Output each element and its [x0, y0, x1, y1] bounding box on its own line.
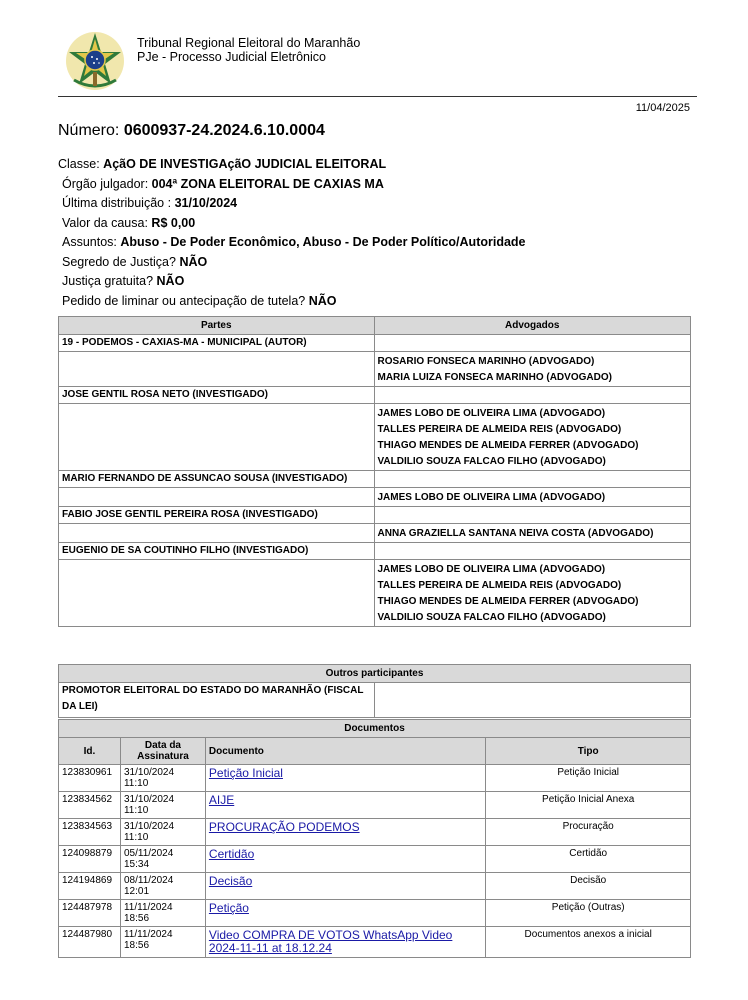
doc-time: 11:10 [123, 778, 149, 789]
outros-header: Outros participantes [59, 665, 691, 683]
parte-cell: FABIO JOSE GENTIL PEREIRA ROSA (INVESTIGADO) [59, 507, 375, 524]
doc-date: 08/11/2024 [123, 875, 174, 886]
document-link[interactable]: PROCURAÇÃO PODEMOS [208, 820, 360, 834]
segredo-row [58, 253, 526, 273]
doc-id: 124487980 [59, 927, 121, 958]
table-row [59, 819, 691, 846]
table-row [59, 683, 691, 718]
assuntos-value: Abuso - De Poder Econômico, Abuso - De Poder Político/Autoridade [120, 235, 526, 249]
parte-cell: MARIO FERNANDO DE ASSUNCAO SOUSA (INVESTIGADO) [59, 471, 375, 488]
gratuita-label: Justiça gratuita? [62, 274, 154, 288]
advogados-cell [374, 507, 691, 524]
advogados-cell [374, 488, 691, 507]
distribuicao-row [58, 194, 526, 214]
segredo-label: Segredo de Justiça? [62, 254, 176, 269]
document-link[interactable]: AIJE [208, 793, 235, 807]
doc-cell [205, 792, 485, 819]
doc-tipo: Petição (Outras) [486, 900, 691, 927]
parte-cell [59, 352, 375, 387]
gratuita-row [58, 272, 526, 292]
table-row [59, 488, 691, 507]
col-data: Data da Assinatura [120, 738, 205, 765]
document-link[interactable]: Petição Inicial [208, 766, 283, 780]
doc-tipo: Petição Inicial Anexa [486, 792, 691, 819]
col-documento: Documento [205, 738, 485, 765]
doc-cell [205, 900, 485, 927]
doc-date: 05/11/2024 [123, 848, 174, 859]
outros-advogado [374, 683, 690, 718]
doc-id: 124194869 [59, 873, 121, 900]
parte-cell [59, 560, 375, 627]
advogados-cell [374, 471, 691, 488]
partes-header: Partes [59, 317, 375, 335]
header-text [137, 36, 360, 64]
print-date: 11/04/2025 [635, 102, 690, 114]
classe-row [58, 155, 526, 175]
documentos-header: Documentos [59, 720, 691, 738]
table-row [59, 404, 691, 471]
assuntos-label: Assuntos: [62, 235, 117, 249]
doc-time: 12:01 [123, 886, 150, 897]
distribuicao-value: 31/10/2024 [174, 196, 238, 210]
outros-table [58, 664, 691, 718]
valor-value: R$ 0,00 [151, 215, 196, 230]
advogado-name: JAMES LOBO DE OLIVEIRA LIMA (ADVOGADO) [377, 564, 606, 575]
doc-tipo: Procuração [486, 819, 691, 846]
table-row [59, 471, 691, 488]
table-row [59, 352, 691, 387]
doc-date-cell [120, 927, 205, 958]
distribuicao-label: Última distribuição : [62, 196, 172, 210]
doc-tipo: Certidão [486, 846, 691, 873]
table-row [59, 560, 691, 627]
partes-body [59, 335, 691, 627]
advogado-name: VALDILIO SOUZA FALCAO FILHO (ADVOGADO) [377, 612, 606, 623]
advogado-name: THIAGO MENDES DE ALMEIDA FERRER (ADVOGADO) [377, 440, 639, 451]
document-link[interactable]: Video COMPRA DE VOTOS WhatsApp Video 2024-11-11 at 18.12.24 [208, 928, 453, 955]
doc-date: 31/10/2024 [123, 821, 175, 832]
segredo-value: NÃO [179, 254, 208, 269]
advogado-name: THIAGO MENDES DE ALMEIDA FERRER (ADVOGADO) [377, 596, 639, 607]
document-link[interactable]: Certidão [208, 847, 255, 861]
table-row [59, 927, 691, 958]
documentos-table [58, 719, 691, 958]
table-row [59, 387, 691, 404]
valor-label: Valor da causa: [62, 215, 148, 230]
col-tipo: Tipo [486, 738, 691, 765]
table-row [59, 846, 691, 873]
advogado-name: JAMES LOBO DE OLIVEIRA LIMA (ADVOGADO) [377, 492, 606, 503]
doc-id: 124487978 [59, 900, 121, 927]
outros-parte: PROMOTOR ELEITORAL DO ESTADO DO MARANHÃO (FISCAL DA LEI) [59, 683, 375, 718]
parte-cell [59, 524, 375, 543]
doc-date: 31/10/2024 [123, 794, 175, 805]
doc-time: 18:56 [123, 913, 150, 924]
doc-id: 123830961 [59, 765, 121, 792]
brazil-coat-of-arms-icon [64, 30, 126, 92]
process-number [58, 122, 325, 140]
doc-cell [205, 765, 485, 792]
table-row [59, 792, 691, 819]
doc-date-cell [120, 873, 205, 900]
doc-tipo: Documentos anexos a inicial [486, 927, 691, 958]
doc-date: 11/11/2024 [123, 929, 173, 940]
assuntos-row [58, 233, 526, 253]
advogados-header: Advogados [374, 317, 691, 335]
parte-cell [59, 404, 375, 471]
advogado-name: ROSARIO FONSECA MARINHO (ADVOGADO) [377, 356, 595, 367]
table-row [59, 507, 691, 524]
documentos-body [59, 765, 691, 958]
col-id: Id. [59, 738, 121, 765]
doc-cell [205, 927, 485, 958]
advogados-cell [374, 352, 691, 387]
doc-date-cell [120, 900, 205, 927]
orgao-label: Órgão julgador: [62, 176, 149, 191]
doc-id: 123834562 [59, 792, 121, 819]
doc-time: 15:34 [123, 859, 150, 870]
doc-tipo: Decisão [486, 873, 691, 900]
doc-cell [205, 873, 485, 900]
doc-date-cell [120, 819, 205, 846]
classe-label: Classe: [58, 157, 100, 171]
table-row [59, 524, 691, 543]
orgao-value: 004ª ZONA ELEITORAL DE CAXIAS MA [151, 176, 384, 191]
table-row [59, 335, 691, 352]
doc-tipo: Petição Inicial [486, 765, 691, 792]
doc-date-cell [120, 846, 205, 873]
doc-cell [205, 819, 485, 846]
orgao-row [58, 175, 526, 195]
advogado-name: ANNA GRAZIELLA SANTANA NEIVA COSTA (ADVOGADO) [377, 528, 654, 539]
gratuita-value: NÃO [156, 274, 185, 288]
process-metadata [58, 155, 526, 311]
doc-time: 18:56 [123, 940, 150, 951]
court-name: Tribunal Regional Eleitoral do Maranhão [137, 36, 361, 50]
advogados-cell [374, 560, 691, 627]
table-row [59, 873, 691, 900]
advogado-name: JAMES LOBO DE OLIVEIRA LIMA (ADVOGADO) [377, 408, 606, 419]
advogados-cell [374, 543, 691, 560]
advogado-name: VALDILIO SOUZA FALCAO FILHO (ADVOGADO) [377, 456, 606, 467]
liminar-label: Pedido de liminar ou antecipação de tutela? [62, 293, 306, 308]
doc-date: 31/10/2024 [123, 767, 175, 778]
partes-table [58, 316, 691, 627]
classe-value: AçãO DE INVESTIGAçãO JUDICIAL ELEITORAL [103, 157, 387, 171]
doc-date-cell [120, 792, 205, 819]
advogados-cell [374, 387, 691, 404]
advogados-cell [374, 524, 691, 543]
table-row [59, 765, 691, 792]
advogado-name: TALLES PEREIRA DE ALMEIDA REIS (ADVOGADO) [377, 580, 622, 591]
advogados-cell [374, 404, 691, 471]
doc-date-cell [120, 765, 205, 792]
header-divider [58, 96, 697, 97]
doc-cell [205, 846, 485, 873]
liminar-row [58, 292, 526, 312]
process-number-label: Número: [58, 122, 120, 139]
doc-id: 124098879 [59, 846, 121, 873]
doc-date: 11/11/2024 [123, 902, 173, 913]
doc-time: 11:10 [123, 832, 149, 843]
parte-cell: JOSE GENTIL ROSA NETO (INVESTIGADO) [59, 387, 375, 404]
valor-row [58, 214, 526, 234]
document-link[interactable]: Decisão [208, 874, 253, 888]
advogado-name: TALLES PEREIRA DE ALMEIDA REIS (ADVOGADO) [377, 424, 622, 435]
table-row [59, 543, 691, 560]
document-link[interactable]: Petição [208, 901, 249, 915]
parte-cell: EUGENIO DE SA COUTINHO FILHO (INVESTIGADO) [59, 543, 375, 560]
parte-cell: 19 - PODEMOS - CAXIAS-MA - MUNICIPAL (AUTOR) [59, 335, 375, 352]
liminar-value: NÃO [308, 293, 337, 308]
doc-time: 11:10 [123, 805, 149, 816]
table-row [59, 900, 691, 927]
process-number-value: 0600937-24.2024.6.10.0004 [123, 122, 325, 139]
system-name: PJe - Processo Judicial Eletrônico [137, 50, 326, 64]
doc-id: 123834563 [59, 819, 121, 846]
advogado-name: MARIA LUIZA FONSECA MARINHO (ADVOGADO) [377, 372, 612, 383]
parte-cell [59, 488, 375, 507]
advogados-cell [374, 335, 691, 352]
